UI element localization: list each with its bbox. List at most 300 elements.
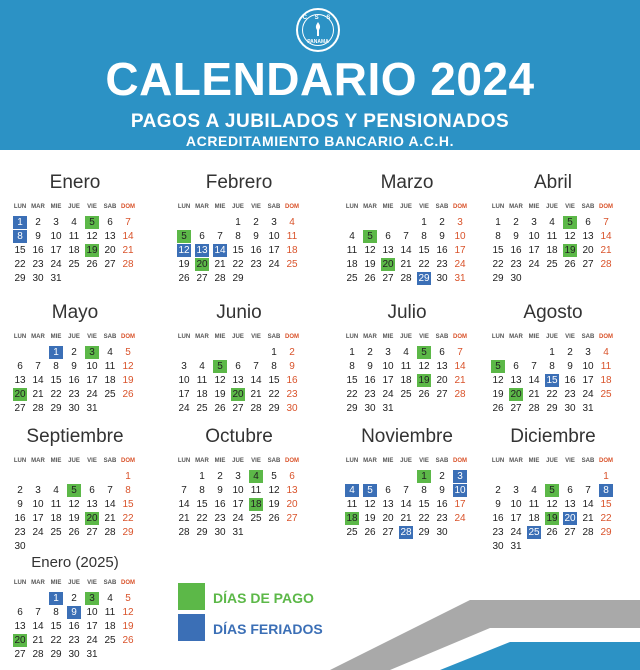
day-cell: 14: [178, 499, 190, 510]
weekday-label: MAR: [31, 334, 45, 340]
day-cell: 30: [68, 403, 80, 414]
day-cell: 9: [289, 361, 295, 372]
day-cell: 29: [546, 403, 558, 414]
day-cell: 24: [382, 389, 394, 400]
day-cell: 22: [122, 513, 134, 524]
day-cell: 20: [286, 499, 298, 510]
day-cell: 7: [125, 217, 131, 228]
month-2: [344, 172, 486, 298]
day-cell: 31: [510, 541, 522, 552]
day-cell: 20: [232, 389, 244, 400]
day-cell: 30: [492, 541, 504, 552]
weekday-label: LUN: [491, 204, 505, 210]
weekday-label: JUE: [400, 204, 412, 210]
day-cell: 11: [346, 245, 358, 256]
day-cell: 23: [564, 389, 576, 400]
weekday-label: VIE: [565, 458, 575, 464]
weekday-label: VIE: [419, 334, 429, 340]
day-cell: 2: [495, 485, 501, 496]
day-cell: 19: [418, 375, 430, 386]
weekday-label: JUE: [400, 458, 412, 464]
day-cell: 31: [86, 649, 98, 660]
day-cell: 25: [346, 273, 358, 284]
day-cell: 29: [346, 403, 358, 414]
day-cell: 7: [457, 347, 463, 358]
day-cell: 8: [495, 231, 501, 242]
day-cell: 1: [271, 347, 277, 358]
day-cell: 28: [528, 403, 540, 414]
weekday-label: SAB: [267, 204, 281, 210]
day-cell: 24: [268, 259, 280, 270]
day-cell: 26: [122, 635, 134, 646]
weekday-label: SAB: [103, 458, 117, 464]
day-cell: 9: [17, 499, 23, 510]
weekday-label: MAR: [363, 458, 377, 464]
day-cell: 16: [68, 621, 80, 632]
day-cell: 3: [513, 485, 519, 496]
day-cell: 2: [253, 217, 259, 228]
day-cell: 9: [367, 361, 373, 372]
day-cell: 4: [603, 347, 609, 358]
weekday-label: VIE: [87, 204, 97, 210]
weekday-label: JUE: [68, 334, 80, 340]
day-cell: 16: [286, 375, 298, 386]
day-cell: 25: [400, 389, 412, 400]
weekday-label: DOM: [121, 580, 135, 586]
day-cell: 22: [546, 389, 558, 400]
day-cell: 22: [418, 513, 430, 524]
day-cell: 10: [454, 231, 466, 242]
weekday-label: SAB: [581, 458, 595, 464]
month-name: Septiembre: [26, 426, 124, 447]
day-cell: 11: [196, 375, 208, 386]
day-cell: 20: [436, 375, 448, 386]
day-cell: 17: [454, 245, 466, 256]
day-cell: 6: [567, 485, 573, 496]
day-cell: 27: [382, 527, 394, 538]
day-cell: 6: [235, 361, 241, 372]
day-cell: 10: [86, 607, 98, 618]
day-cell: 23: [286, 389, 298, 400]
day-cell: 12: [178, 245, 190, 256]
day-cell: 15: [600, 499, 612, 510]
day-cell: 6: [439, 347, 445, 358]
day-cell: 31: [232, 527, 244, 538]
day-cell: 5: [363, 484, 377, 497]
day-cell: 3: [53, 217, 59, 228]
day-cell: 22: [268, 389, 280, 400]
day-cell: 28: [600, 259, 612, 270]
day-cell: 3: [85, 346, 99, 359]
day-cell: 4: [349, 231, 355, 242]
day-cell: 19: [364, 513, 376, 524]
day-cell: 4: [531, 485, 537, 496]
weekday-label: MIE: [50, 334, 62, 340]
month-name: Octubre: [205, 426, 273, 447]
day-cell: 11: [400, 361, 412, 372]
day-cell: 8: [125, 485, 131, 496]
day-cell: 23: [214, 513, 226, 524]
day-cell: 6: [385, 485, 391, 496]
weekday-label: VIE: [87, 458, 97, 464]
weekday-label: SAB: [435, 334, 449, 340]
day-cell: 2: [71, 593, 77, 604]
day-cell: 20: [564, 513, 576, 524]
weekday-label: MAR: [31, 458, 45, 464]
day-cell: 7: [107, 485, 113, 496]
day-cell: 11: [104, 607, 116, 618]
day-cell: 2: [35, 217, 41, 228]
day-cell: 24: [582, 389, 594, 400]
day-cell: 9: [567, 361, 573, 372]
day-cell: 29: [14, 273, 26, 284]
month-6: [344, 302, 486, 428]
day-cell: 17: [50, 245, 62, 256]
day-cell: 18: [528, 513, 540, 524]
day-cell: 14: [400, 499, 412, 510]
day-cell: 17: [510, 513, 522, 524]
day-cell: 25: [286, 259, 298, 270]
weekday-label: MAR: [195, 204, 209, 210]
day-cell: 28: [122, 259, 134, 270]
day-cell: 23: [32, 259, 44, 270]
day-cell: 23: [436, 513, 448, 524]
day-cell: 28: [214, 273, 226, 284]
weekday-label: DOM: [121, 204, 135, 210]
day-cell: 15: [50, 621, 62, 632]
day-cell: 1: [49, 346, 63, 359]
day-cell: 28: [178, 527, 190, 538]
weekday-label: JUE: [546, 334, 558, 340]
day-cell: 4: [549, 217, 555, 228]
day-cell: 13: [510, 375, 522, 386]
day-cell: 22: [600, 513, 612, 524]
weekday-label: VIE: [87, 334, 97, 340]
weekday-label: DOM: [285, 204, 299, 210]
day-cell: 18: [600, 375, 612, 386]
weekday-label: LUN: [13, 580, 27, 586]
day-cell: 8: [199, 485, 205, 496]
day-cell: 29: [418, 527, 430, 538]
day-cell: 8: [421, 231, 427, 242]
day-cell: 10: [528, 231, 540, 242]
day-cell: 20: [382, 513, 394, 524]
feriado-legend-swatch: [178, 614, 205, 641]
day-cell: 27: [14, 403, 26, 414]
weekday-label: SAB: [581, 334, 595, 340]
day-cell: 22: [418, 259, 430, 270]
day-cell: 15: [346, 375, 358, 386]
day-cell: 9: [217, 485, 223, 496]
day-cell: 4: [199, 361, 205, 372]
day-cell: 31: [50, 273, 62, 284]
day-cell: 9: [67, 606, 81, 619]
day-cell: 10: [268, 231, 280, 242]
day-cell: 9: [439, 231, 445, 242]
day-cell: 30: [214, 527, 226, 538]
day-cell: 5: [85, 216, 99, 229]
day-cell: 4: [289, 217, 295, 228]
day-cell: 23: [250, 259, 262, 270]
weekday-label: MIE: [528, 204, 540, 210]
day-cell: 30: [68, 649, 80, 660]
day-cell: 11: [286, 231, 298, 242]
weekday-label: JUE: [232, 458, 244, 464]
weekday-label: DOM: [121, 458, 135, 464]
weekday-label: VIE: [251, 458, 261, 464]
day-cell: 11: [346, 499, 358, 510]
day-cell: 13: [86, 499, 98, 510]
day-cell: 14: [454, 361, 466, 372]
day-cell: 12: [122, 361, 134, 372]
day-cell: 8: [549, 361, 555, 372]
day-cell: 29: [268, 403, 280, 414]
day-cell: 20: [14, 635, 26, 646]
day-cell: 29: [418, 273, 430, 284]
day-cell: 30: [364, 403, 376, 414]
day-cell: 30: [436, 527, 448, 538]
day-cell: 5: [125, 347, 131, 358]
day-cell: 13: [582, 231, 594, 242]
day-cell: 19: [546, 513, 558, 524]
day-cell: 13: [436, 361, 448, 372]
month-9: [176, 426, 318, 552]
day-cell: 31: [454, 273, 466, 284]
day-cell: 15: [232, 245, 244, 256]
day-cell: 24: [510, 527, 522, 538]
day-cell: 12: [418, 361, 430, 372]
weekday-label: LUN: [177, 334, 191, 340]
day-cell: 13: [104, 231, 116, 242]
day-cell: 26: [268, 513, 280, 524]
day-cell: 5: [271, 471, 277, 482]
day-cell: 30: [32, 273, 44, 284]
weekday-label: MIE: [382, 458, 394, 464]
weekday-label: MIE: [382, 334, 394, 340]
weekday-label: MAR: [509, 458, 523, 464]
day-cell: 6: [585, 217, 591, 228]
day-cell: 22: [50, 635, 62, 646]
weekday-label: JUE: [232, 204, 244, 210]
day-cell: 26: [418, 389, 430, 400]
day-cell: 16: [68, 375, 80, 386]
month-name: Abril: [533, 172, 572, 193]
day-cell: 13: [14, 375, 26, 386]
day-cell: 29: [196, 527, 208, 538]
weekday-label: MIE: [50, 204, 62, 210]
day-cell: 9: [495, 499, 501, 510]
day-cell: 17: [268, 245, 280, 256]
day-cell: 5: [545, 484, 559, 497]
weekday-label: VIE: [251, 204, 261, 210]
weekday-label: VIE: [419, 458, 429, 464]
day-cell: 9: [513, 231, 519, 242]
day-cell: 24: [528, 259, 540, 270]
day-cell: 27: [86, 527, 98, 538]
weekday-label: VIE: [87, 580, 97, 586]
day-cell: 18: [250, 499, 262, 510]
day-cell: 14: [400, 245, 412, 256]
day-cell: 23: [510, 259, 522, 270]
weekday-label: SAB: [581, 204, 595, 210]
weekday-label: DOM: [453, 334, 467, 340]
day-cell: 6: [89, 485, 95, 496]
day-cell: 29: [600, 527, 612, 538]
day-cell: 7: [585, 485, 591, 496]
day-cell: 13: [14, 621, 26, 632]
day-cell: 10: [510, 499, 522, 510]
day-cell: 1: [495, 217, 501, 228]
day-cell: 18: [196, 389, 208, 400]
day-cell: 21: [400, 259, 412, 270]
day-cell: 10: [382, 361, 394, 372]
day-cell: 11: [68, 231, 80, 242]
day-cell: 12: [86, 231, 98, 242]
day-cell: 14: [528, 375, 540, 386]
weekday-label: LUN: [177, 458, 191, 464]
month-7: [490, 302, 632, 428]
day-cell: 23: [68, 389, 80, 400]
day-cell: 17: [528, 245, 540, 256]
day-cell: 17: [86, 621, 98, 632]
day-cell: 25: [104, 389, 116, 400]
day-cell: 5: [363, 230, 377, 243]
day-cell: 28: [454, 389, 466, 400]
day-cell: 25: [528, 527, 540, 538]
day-cell: 10: [178, 375, 190, 386]
day-cell: 23: [68, 635, 80, 646]
day-cell: 8: [421, 485, 427, 496]
day-cell: 14: [32, 621, 44, 632]
day-cell: 18: [68, 245, 80, 256]
day-cell: 2: [567, 347, 573, 358]
day-cell: 21: [454, 375, 466, 386]
weekday-label: JUE: [68, 458, 80, 464]
day-cell: 27: [104, 259, 116, 270]
day-cell: 6: [385, 231, 391, 242]
day-cell: 25: [546, 259, 558, 270]
day-cell: 29: [492, 273, 504, 284]
day-cell: 3: [85, 592, 99, 605]
day-cell: 6: [199, 231, 205, 242]
day-cell: 15: [268, 375, 280, 386]
month-1: [176, 172, 318, 298]
weekday-label: MIE: [50, 580, 62, 586]
day-cell: 7: [253, 361, 259, 372]
weekday-label: SAB: [435, 204, 449, 210]
day-cell: 7: [217, 231, 223, 242]
weekday-label: MAR: [363, 204, 377, 210]
weekday-label: JUE: [546, 204, 558, 210]
day-cell: 21: [178, 513, 190, 524]
weekday-label: SAB: [267, 458, 281, 464]
day-cell: 7: [35, 361, 41, 372]
day-cell: 7: [181, 485, 187, 496]
day-cell: 26: [364, 527, 376, 538]
day-cell: 26: [364, 273, 376, 284]
day-cell: 17: [32, 513, 44, 524]
day-cell: 1: [125, 471, 131, 482]
weekday-label: LUN: [177, 204, 191, 210]
day-cell: 8: [53, 361, 59, 372]
day-cell: 3: [35, 485, 41, 496]
weekday-label: MAR: [363, 334, 377, 340]
weekday-label: JUE: [546, 458, 558, 464]
day-cell: 19: [68, 513, 80, 524]
month-5: [176, 302, 318, 428]
day-cell: 20: [14, 389, 26, 400]
logo-top-text: C S S: [302, 15, 334, 21]
day-cell: 17: [86, 375, 98, 386]
page-title: CALENDARIO 2024: [105, 53, 535, 105]
day-cell: 26: [86, 259, 98, 270]
month-name: Diciembre: [510, 426, 596, 447]
day-cell: 4: [107, 593, 113, 604]
day-cell: 22: [346, 389, 358, 400]
day-cell: 18: [104, 621, 116, 632]
day-cell: 9: [439, 485, 445, 496]
day-cell: 12: [214, 375, 226, 386]
day-cell: 16: [492, 513, 504, 524]
day-cell: 2: [513, 217, 519, 228]
day-cell: 5: [213, 360, 227, 373]
day-cell: 10: [454, 485, 466, 496]
weekday-label: MAR: [31, 580, 45, 586]
day-cell: 27: [582, 259, 594, 270]
day-cell: 22: [232, 259, 244, 270]
day-cell: 26: [214, 403, 226, 414]
day-cell: 14: [600, 231, 612, 242]
day-cell: 19: [214, 389, 226, 400]
day-cell: 28: [250, 403, 262, 414]
day-cell: 29: [50, 649, 62, 660]
day-cell: 21: [214, 259, 226, 270]
weekday-label: VIE: [419, 204, 429, 210]
day-cell: 2: [367, 347, 373, 358]
month-name: Enero (2025): [31, 554, 119, 571]
day-cell: 29: [50, 403, 62, 414]
weekday-label: JUE: [68, 580, 80, 586]
day-cell: 14: [582, 499, 594, 510]
day-cell: 16: [510, 245, 522, 256]
day-cell: 15: [546, 375, 558, 386]
weekday-label: MIE: [214, 334, 226, 340]
day-cell: 20: [104, 245, 116, 256]
day-cell: 25: [104, 635, 116, 646]
day-cell: 15: [50, 375, 62, 386]
day-cell: 17: [232, 499, 244, 510]
day-cell: 3: [385, 347, 391, 358]
day-cell: 13: [196, 245, 208, 256]
day-cell: 15: [418, 499, 430, 510]
day-cell: 27: [564, 527, 576, 538]
day-cell: 11: [600, 361, 612, 372]
day-cell: 13: [564, 499, 576, 510]
day-cell: 5: [491, 360, 505, 373]
day-cell: 30: [436, 273, 448, 284]
day-cell: 14: [104, 499, 116, 510]
day-cell: 26: [122, 389, 134, 400]
day-cell: 28: [32, 403, 44, 414]
day-cell: 25: [196, 403, 208, 414]
day-cell: 4: [53, 485, 59, 496]
day-cell: 8: [349, 361, 355, 372]
day-cell: 12: [268, 485, 280, 496]
day-cell: 21: [122, 245, 134, 256]
day-cell: 6: [289, 471, 295, 482]
day-cell: 2: [17, 485, 23, 496]
day-cell: 21: [528, 389, 540, 400]
